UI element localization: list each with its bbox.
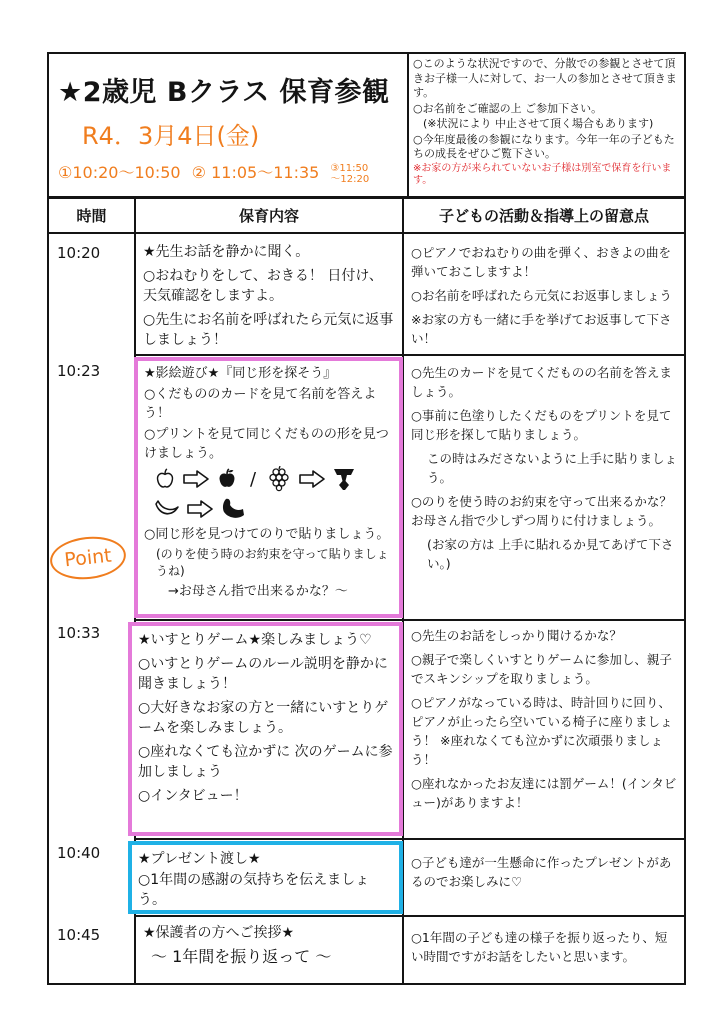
note-item: ○先生のお話をしっかり聞けるかな？ bbox=[411, 628, 622, 643]
session-3: ③11:50～12:20 bbox=[330, 162, 370, 185]
activity-heading: ★プレゼント渡し★ bbox=[138, 851, 261, 867]
time-label: 10:23 bbox=[57, 362, 101, 380]
notice: ○今年度最後の参観になります。今年一年の子どもたちの成長をぜひご覧下さい。 bbox=[413, 132, 675, 160]
activity-item: ○大好きなお家の方と一緒にいすとりゲームを楽しみましょう。 bbox=[138, 700, 389, 736]
note-item: ○親子で楽しくいすとりゲームに参加し、親子でスキンシップを取りましょう。 bbox=[411, 652, 672, 686]
time-label: 10:40 bbox=[57, 844, 101, 862]
activity-item: ○プリントを見て同じくだものの形を見つけましょう。 bbox=[144, 427, 389, 461]
note-item: (お家の方は 上手に貼れるか見てあげて下さい。) bbox=[427, 537, 674, 571]
activity-item: ○先生にお名前を呼ばれたら元気に返事しましょう！ bbox=[143, 312, 394, 348]
column-header-content: 保育内容 bbox=[238, 207, 299, 225]
note-item: ○子ども達が一生懸命に作ったプレゼントがあるのでお楽しみに♡ bbox=[411, 855, 672, 889]
activity-note: (のりを使う時のお約束を守って貼りましょうね) bbox=[156, 547, 389, 578]
point-badge: Point bbox=[48, 533, 128, 583]
session-times bbox=[58, 160, 375, 185]
activity-heading: ★保護者の方へご挨拶★ bbox=[143, 925, 295, 941]
row-divider bbox=[134, 915, 686, 917]
note-item: ○ピアノがなっている時は、時計回りに回り、ピアノが止ったら空いている椅子に座りましょう！ ※座れなくても泣かずに次頑張りましょう！ bbox=[411, 695, 673, 767]
session-2: ② 11:05～11:35 bbox=[191, 163, 320, 182]
notice: ○このような状況ですので、分散での参観とさせて頂きお子様一人に対して、お一人の参加とさせて頂きます。 bbox=[413, 57, 677, 99]
grapes-filled-icon bbox=[332, 466, 356, 492]
row-5-notes bbox=[405, 925, 685, 983]
activity-item: ○おねむりをして、おきる！ 日付け、天気確認をしますよ。 bbox=[143, 268, 383, 304]
activity-item: ○同じ形を見つけてのりで貼りましょう。 bbox=[144, 527, 390, 542]
row-4-notes bbox=[405, 850, 685, 913]
page-title: ★2歳児 Bクラス 保育参観 bbox=[58, 77, 390, 108]
apple-filled-icon bbox=[216, 467, 238, 491]
event-date: R4．3月4日(金) bbox=[82, 122, 260, 150]
column-header-notes: 子どもの活動＆指導上の留意点 bbox=[438, 207, 649, 225]
time-label: 10:20 bbox=[57, 244, 101, 262]
time-label: 10:33 bbox=[57, 624, 101, 642]
note-item: ○1年間の子ども達の様子を振り返ったり、短い時間ですがお話をしたいと思います。 bbox=[411, 930, 668, 964]
activity-item: ○インタビュー！ bbox=[138, 788, 248, 804]
note-item: ○お名前を呼ばれたら元気にお返事しましょう bbox=[411, 288, 672, 303]
arrow-icon bbox=[182, 469, 210, 489]
row-5-content bbox=[137, 919, 401, 983]
row-2-content-highlight bbox=[134, 357, 403, 618]
row-3-content-highlight bbox=[128, 622, 403, 836]
activity-heading: ★先生お話を静かに聞く。 bbox=[143, 244, 310, 260]
time-label: 10:45 bbox=[57, 926, 101, 944]
row-2-notes bbox=[405, 360, 685, 617]
matching-examples-row bbox=[154, 465, 393, 493]
activity-note: →お母さん指で出来るかな？～ bbox=[168, 584, 348, 599]
row-divider bbox=[134, 354, 686, 356]
column-header-time: 時間 bbox=[76, 207, 107, 225]
row-4-content-highlight bbox=[128, 841, 403, 914]
note-item: ○のりを使う時のお約束を守って出来るかな？お母さん指で少しずつ周りに付けましょう。 bbox=[411, 494, 672, 528]
note-item: ○事前に色塗りしたくだものをプリントを見て同じ形を探して貼りましょう。 bbox=[411, 408, 672, 442]
note-item: ○座れなかったお友達には罰ゲーム！(インタビュー)がありますよ！ bbox=[411, 776, 677, 810]
separator: / bbox=[250, 468, 257, 490]
notice: ○お名前をご確認の上 ご参加下さい。 bbox=[413, 101, 603, 115]
note-item: この時はみださないように上手に貼りましょう。 bbox=[427, 451, 678, 485]
arrow-icon bbox=[298, 469, 326, 489]
row-3-notes bbox=[405, 623, 685, 837]
activity-heading: ★影絵遊び★『同じ形を探そう』 bbox=[144, 366, 337, 381]
row-1-content bbox=[137, 238, 401, 353]
note-item: ※お家の方も一緒に手を挙げてお返事して下さい！ bbox=[411, 312, 672, 346]
activity-item: ○くだもののカードを見て名前を答えよう！ bbox=[144, 387, 377, 421]
activity-item: ○いすとりゲームのルール説明を静かに聞きましょう！ bbox=[138, 656, 388, 692]
notice-warning: ※お家の方が来られていないお子様は別室で保育を行います。 bbox=[413, 162, 672, 186]
note-item: ○先生のカードを見てくだものの名前を答えましょう。 bbox=[411, 365, 672, 399]
banana-outline-icon bbox=[154, 498, 180, 520]
row-divider bbox=[134, 838, 686, 840]
apple-outline-icon bbox=[154, 467, 176, 491]
matching-examples-row bbox=[154, 495, 393, 523]
activity-item: ○座れなくても泣かずに 次のゲームに参加しましょう bbox=[138, 744, 393, 780]
header-column-divider bbox=[407, 52, 409, 197]
note-item: ○ピアノでおねむりの曲を弾く、おきよの曲を弾いておこしますよ！ bbox=[411, 245, 672, 279]
activity-subtitle: ～ 1年間を振り返って ～ bbox=[151, 947, 332, 966]
row-divider bbox=[134, 619, 686, 621]
header-notices bbox=[413, 57, 681, 193]
arrow-icon bbox=[186, 499, 214, 519]
notice: (※状況により 中止させて頂く場合もあります) bbox=[423, 117, 654, 130]
grapes-outline-icon bbox=[268, 466, 292, 492]
activity-heading: ★いすとりゲーム★楽しみましょう♡ bbox=[138, 632, 372, 648]
activity-item: ○1年間の感謝の気持ちを伝えましょう。 bbox=[138, 872, 370, 908]
session-1: ①10:20～10:50 bbox=[58, 163, 181, 182]
banana-filled-icon bbox=[220, 497, 246, 521]
row-1-notes bbox=[405, 240, 685, 353]
